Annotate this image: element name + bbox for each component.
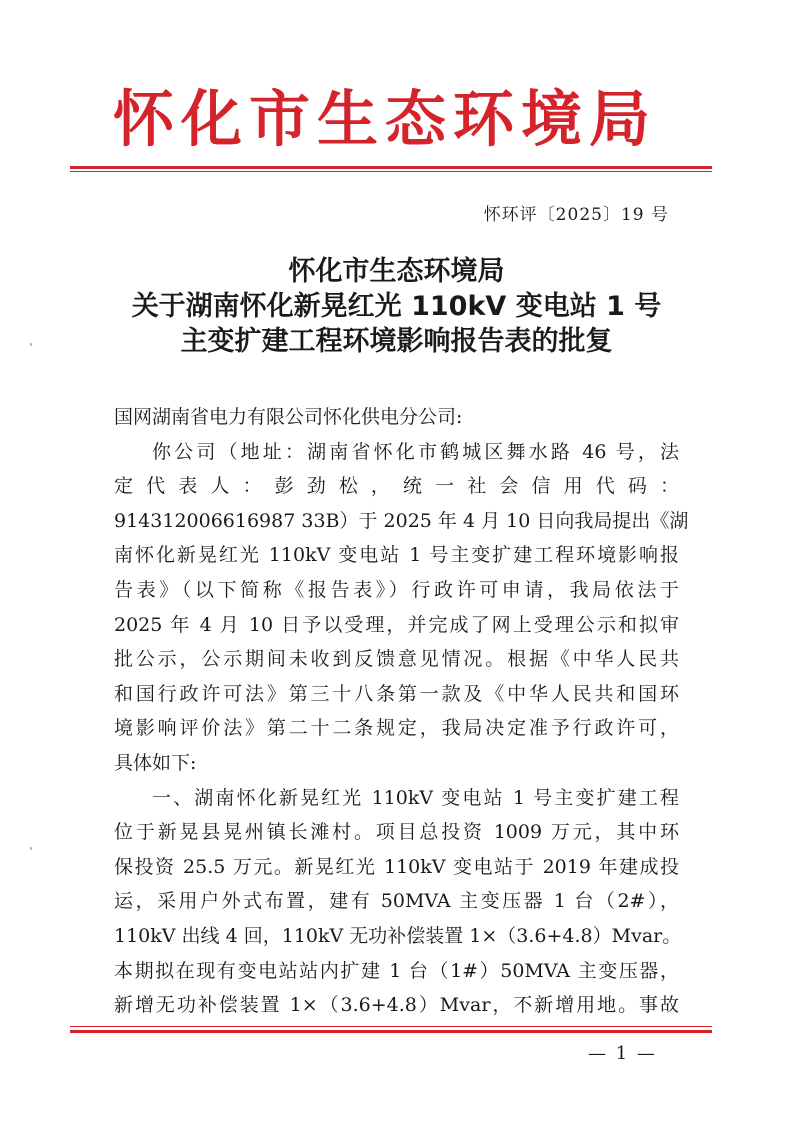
binding-mark (30, 343, 32, 346)
body-line: 和国行政许可法》第三十八条第一款及《中华人民共和国环 (114, 682, 679, 705)
header-red-rule (70, 166, 712, 169)
body-line: 南怀化新晃红光 110kV 变电站 1 号主变扩建工程环境影响报 (114, 544, 679, 567)
header-red-rule-thin (70, 171, 712, 172)
body-line: 具体如下: (114, 751, 197, 774)
organization-header: 怀化市生态环境局 (112, 84, 657, 155)
body-line: 2025 年 4 月 10 日予以受理，并完成了网上受理公示和拟审 (114, 613, 679, 636)
binding-mark (30, 847, 32, 850)
document-title (60, 254, 733, 359)
body-line: 本期拟在现有变电站站内扩建 1 台（1#）50MVA 主变压器， (114, 959, 679, 982)
body-line: 境影响评价法》第二十二条规定，我局决定准予行政许可， (114, 717, 679, 740)
title-line-1: 怀化市生态环境局 (288, 256, 505, 287)
title-line-2: 关于湖南怀化新晃红光 110kV 变电站 1 号 (131, 291, 662, 322)
page-number: — 1 — (588, 1043, 657, 1064)
title-line-3: 主变扩建工程环境影响报告表的批复 (180, 326, 613, 357)
footer-red-rule (70, 1030, 712, 1033)
document-body (114, 400, 689, 1023)
body-line: 位于新晃县晃州镇长滩村。项目总投资 1009 万元，其中环 (114, 821, 679, 844)
body-line: 新增无功补偿装置 1×（3.6+4.8）Mvar，不新增用地。事故 (114, 994, 679, 1017)
body-line: 运，采用户外式布置，建有 50MVA 主变压器 1 台（2#）， (114, 890, 679, 913)
body-line: 定代表人：彭劲松，统一社会信用代码： (114, 475, 679, 498)
body-line: 914312006616987 33B）于 2025 年 4 月 10 日向我局提出《湖 (114, 509, 689, 532)
addressee: 国网湖南省电力有限公司怀化供电分公司: (114, 406, 463, 428)
body-line: 你公司（地址：湖南省怀化市鹤城区舞水路 46 号，法 (152, 440, 679, 463)
body-line: 告表》（以下简称《报告表》）行政许可申请，我局依法于 (114, 578, 679, 601)
body-line: 批公示，公示期间未收到反馈意见情况。根据《中华人民共 (114, 648, 679, 671)
body-line: 110kV 出线 4 回，110kV 无功补偿装置 1×（3.6+4.8）Mvar。 (114, 924, 682, 947)
body-line: 保投资 25.5 万元。新晃红光 110kV 变电站于 2019 年建成投 (114, 855, 679, 878)
footer-red-rule-thin (70, 1026, 712, 1027)
document-number: 怀环评〔2025〕19 号 (483, 205, 669, 225)
body-line: 一、湖南怀化新晃红光 110kV 变电站 1 号主变扩建工程 (152, 786, 679, 809)
